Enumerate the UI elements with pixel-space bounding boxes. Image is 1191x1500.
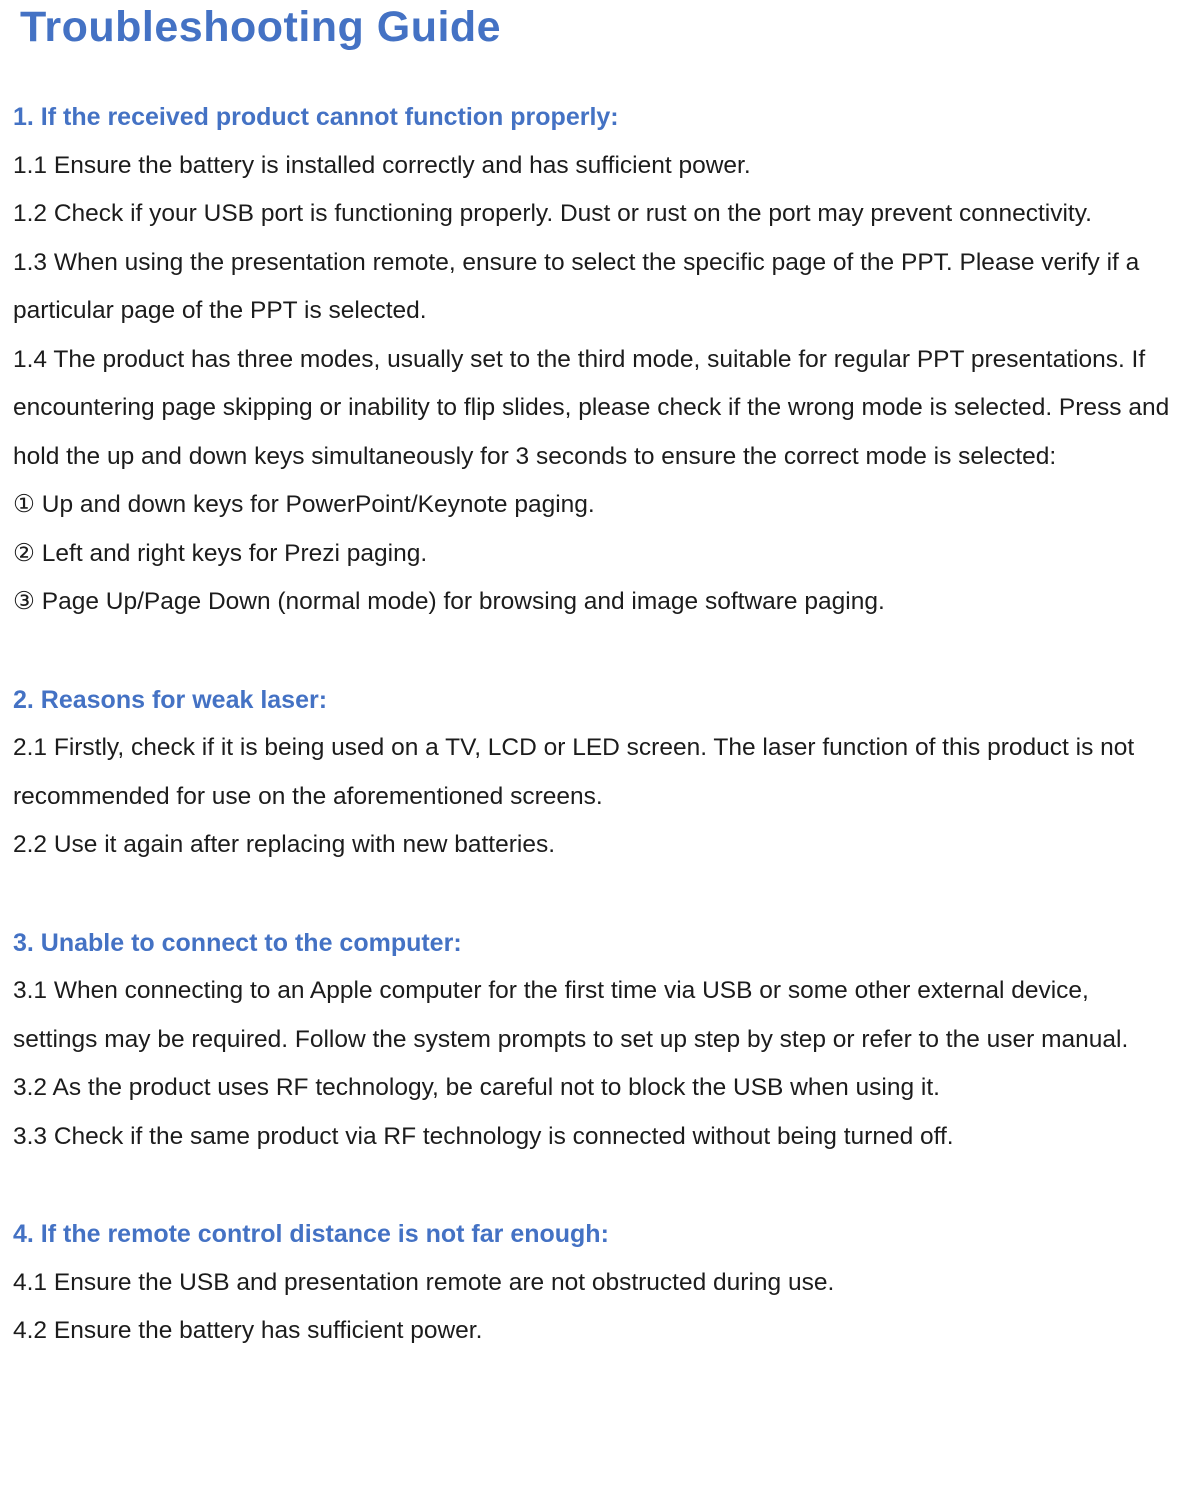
list-item-mode-3: ③ Page Up/Page Down (normal mode) for browsing and image software paging. <box>13 588 885 616</box>
page-title: Troubleshooting Guide <box>20 3 502 51</box>
section-product-cannot-function <box>13 93 1175 627</box>
paragraph-3-3: 3.3 Check if the same product via RF technology is connected without being turned off. <box>13 1122 954 1150</box>
list-item-mode-1: ① Up and down keys for PowerPoint/Keynote paging. <box>13 491 595 519</box>
paragraph-1-2: 1.2 Check if your USB port is functioning properly. Dust or rust on the port may prevent connectivity. <box>13 200 1092 228</box>
paragraph-1-4: 1.4 The product has three modes, usually set to the third mode, suitable for regular PPT presentations. If encountering page skipping or inability to flip slides, please check if the wrong mode is selected. Press and hold the up and down keys simultaneously for 3 seconds to ensure the correct mode is selected: <box>13 345 1170 470</box>
list-item-mode-2: ② Left and right keys for Prezi paging. <box>13 539 428 567</box>
section-4-heading: 4. If the remote control distance is not far enough: <box>13 1220 609 1249</box>
paragraph-1-1: 1.1 Ensure the battery is installed correctly and has sufficient power. <box>13 151 751 179</box>
section-remote-distance <box>13 1210 1175 1356</box>
paragraph-2-2: 2.2 Use it again after replacing with new batteries. <box>13 831 556 859</box>
paragraph-3-1: 3.1 When connecting to an Apple computer for the first time via USB or some other external device, settings may be required. Follow the system prompts to set up step by step or refer to the user manual. <box>13 977 1129 1053</box>
section-unable-to-connect <box>13 919 1175 1162</box>
paragraph-2-1: 2.1 Firstly, check if it is being used on a TV, LCD or LED screen. The laser function of this product is not recommended for use on the aforementioned screens. <box>13 734 1135 810</box>
section-1-heading: 1. If the received product cannot function properly: <box>13 103 619 132</box>
section-2-heading: 2. Reasons for weak laser: <box>13 685 328 714</box>
paragraph-4-1: 4.1 Ensure the USB and presentation remote are not obstructed during use. <box>13 1268 835 1296</box>
section-weak-laser <box>13 676 1175 870</box>
paragraph-3-2: 3.2 As the product uses RF technology, be careful not to block the USB when using it. <box>13 1074 940 1102</box>
paragraph-4-2: 4.2 Ensure the battery has sufficient power. <box>13 1317 483 1345</box>
section-3-heading: 3. Unable to connect to the computer: <box>13 928 462 957</box>
paragraph-1-3: 1.3 When using the presentation remote, ensure to select the specific page of the PPT. Please verify if a particular page of the PPT is selected. <box>13 248 1140 325</box>
